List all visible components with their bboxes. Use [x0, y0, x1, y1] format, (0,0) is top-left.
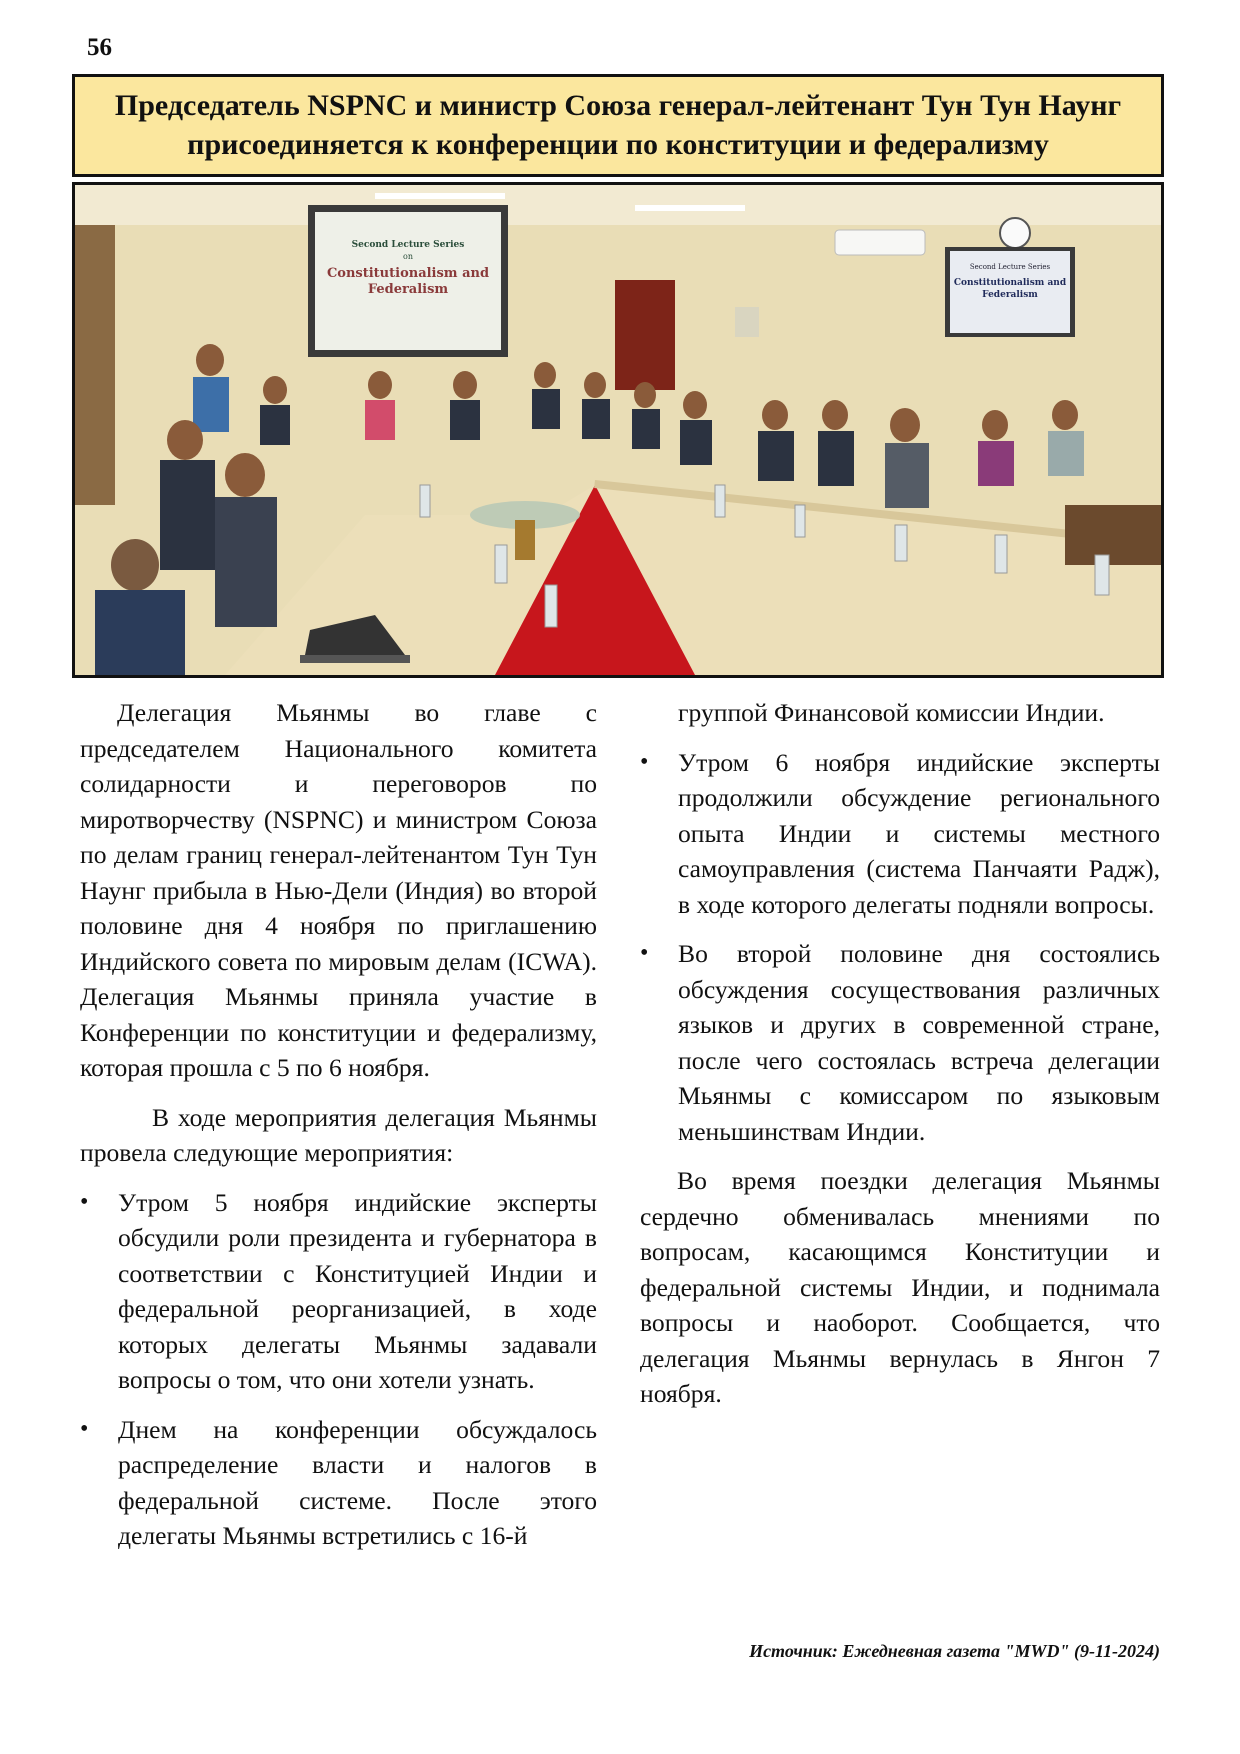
screen-left-text-3: Constitutionalism and — [326, 266, 490, 281]
events-intro-paragraph: В ходе мероприятия делегация Мьянмы провела следующие мероприятия: — [80, 1102, 597, 1167]
list-item: • Во второй половине дня состоялись обсуждения сосуществования различных языков и других в современной стране, после чего состоялась встреча делегации Мьянмы с комиссаром по языковым меньшинствам Индии. — [640, 936, 1160, 1149]
headline-box — [72, 74, 1164, 177]
events-list-left — [80, 1185, 597, 1554]
screen-right-text-1: Second Lecture Series — [969, 263, 1051, 271]
list-item: • Утром 5 ноября индийские эксперты обсудили роли президента и губернатора в соответствии с Конституцией Индии и федеральной реорганизацией, в ходе которых делегаты Мьянмы задавали вопросы о том, что они хотели узнать. — [80, 1185, 597, 1398]
page-number: 56 — [87, 34, 112, 61]
events-list-right — [640, 745, 1160, 1150]
list-item-continuation: группой Финансовой комиссии Индии. — [678, 698, 1105, 727]
list-item: • Днем на конференции обсуждалось распределение власти и налогов в федеральной системе. После этого делегаты Мьянмы встретились с 16-й — [80, 1412, 597, 1554]
conference-photo-illustration — [75, 185, 1161, 675]
screen-left-text-1: Second Lecture Series — [351, 240, 465, 250]
closing-paragraph: Во время поездки делегация Мьянмы сердечно обменивалась мнениями по вопросам, касающимся Конституции и федеральной системы Индии, и поднимала вопросы и наоборот. Сообщается, что делегация Мьянмы вернулась в Янгон 7 ноября. — [640, 1166, 1160, 1408]
headline-line-2: присоединяется к конференции по конституции и федерализму — [187, 127, 1049, 161]
source-credit: Источник: Ежедневная газета "MWD" (9-11-2024) — [749, 1641, 1160, 1661]
projection-screen-left — [308, 205, 508, 357]
screen-right-text-3: Federalism — [982, 290, 1038, 300]
headline-line-1: Председатель NSPNC и министр Союза генерал-лейтенант Тун Тун Наунг — [114, 89, 1122, 123]
right-column — [640, 695, 1160, 1426]
screen-left-text-4: Federalism — [367, 282, 449, 297]
conference-photo — [72, 182, 1164, 678]
screen-right-text-2: Constitutionalism and — [953, 278, 1067, 288]
left-column — [80, 695, 597, 1568]
screen-left-text-2: on — [403, 252, 413, 261]
intro-paragraph: Делегация Мьянмы во главе с председателем Национального комитета солидарности и переговоров по миротворчеству (NSPNC) и министром Союза по делам границ генерал-лейтенантом Тун Тун Наунг прибыла в Нью-Дели (Индия) во второй половине дня 4 ноября по приглашению Индийского совета по мировым делам (ICWA). Делегация Мьянмы приняла участие в Конференции по конституции и федерализму, которая прошла с 5 по 6 ноября. — [80, 698, 597, 1082]
projection-screen-right — [945, 247, 1075, 337]
list-item: • Утром 6 ноября индийские эксперты продолжили обсуждение регионального опыта Индии и системы местного самоуправления (система Панчаяти Радж), в ходе которого делегаты подняли вопросы. — [640, 745, 1160, 923]
